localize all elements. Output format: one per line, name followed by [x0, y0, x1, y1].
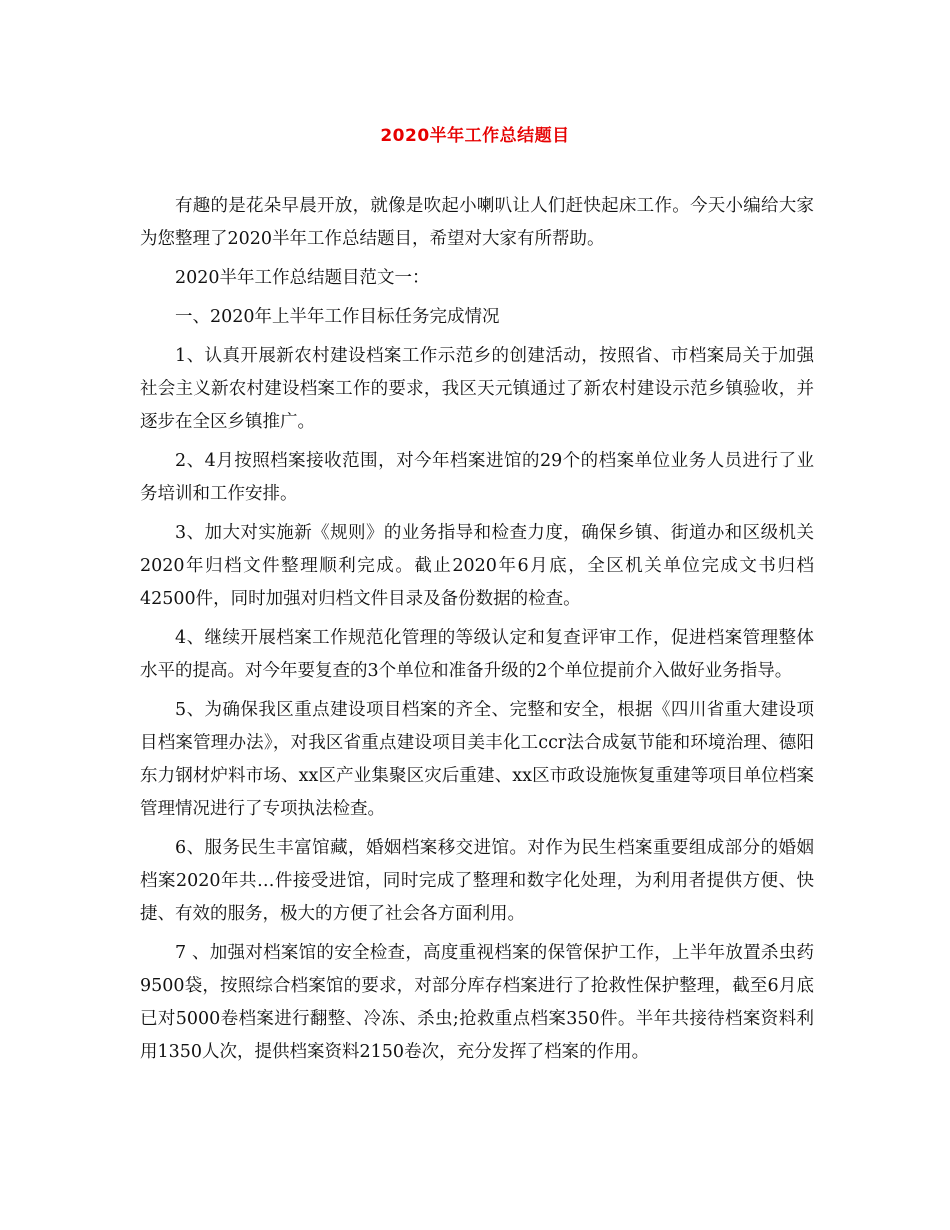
document-body	[140, 190, 814, 1075]
paragraph-intro: 有趣的是花朵早晨开放，就像是吹起小喇叭让人们赶快起床工作。今天小编给大家为您整理了2020半年工作总结题目，希望对大家有所帮助。	[140, 196, 814, 249]
paragraph-item-2: 2、4月按照档案接收范围，对今年档案进馆的29个的档案单位业务人员进行了业务培训和工作安排。	[140, 451, 814, 504]
paragraph-item-6: 6、服务民生丰富馆藏，婚姻档案移交进馆。对作为民生档案重要组成部分的婚姻档案2020年共…件接受进馆，同时完成了整理和数字化处理，为利用者提供方便、快捷、有效的服务，极大的方便了社会各方面利用。	[140, 838, 814, 924]
paragraph-sample-heading: 2020半年工作总结题目范文一：	[175, 268, 430, 288]
paragraph-item-7: 7 、加强对档案馆的安全检查，高度重视档案的保管保护工作，上半年放置杀虫药9500袋，按照综合档案馆的要求，对部分库存档案进行了抢救性保护整理，截至6月底已对5000卷档案进行翻整、冷冻、杀虫;抢救重点档案350件。半年共接待档案资料利用1350人次，提供档案资料2150卷次，充分发挥了档案的作用。	[140, 943, 814, 1062]
paragraph-item-3: 3、加大对实施新《规则》的业务指导和检查力度，确保乡镇、街道办和区级机关2020年归档文件整理顺利完成。截止2020年6月底，全区机关单位完成文书归档42500件，同时加强对归档文件目录及备份数据的检查。	[140, 523, 814, 609]
paragraph-item-5: 5、为确保我区重点建设项目档案的齐全、完整和安全，根据《四川省重大建设项目档案管理办法》，对我区省重点建设项目美丰化工ccr法合成氨节能和环境治理、德阳东力钢材炉料市场、xx区产业集聚区灾后重建、xx区市政设施恢复重建等项目单位档案管理情况进行了专项执法检查。	[140, 700, 814, 819]
document-title: 2020半年工作总结题目	[380, 126, 570, 146]
paragraph-item-1: 1、认真开展新农村建设档案工作示范乡的创建活动，按照省、市档案局关于加强社会主义新农村建设档案工作的要求，我区天元镇通过了新农村建设示范乡镇验收，并逐步在全区乡镇推广。	[140, 346, 814, 432]
paragraph-section-heading: 一、2020年上半年工作目标任务完成情况	[175, 307, 500, 327]
paragraph-item-4: 4、继续开展档案工作规范化管理的等级认定和复查评审工作，促进档案管理整体水平的提高。对今年要复查的3个单位和准备升级的2个单位提前介入做好业务指导。	[140, 628, 814, 681]
